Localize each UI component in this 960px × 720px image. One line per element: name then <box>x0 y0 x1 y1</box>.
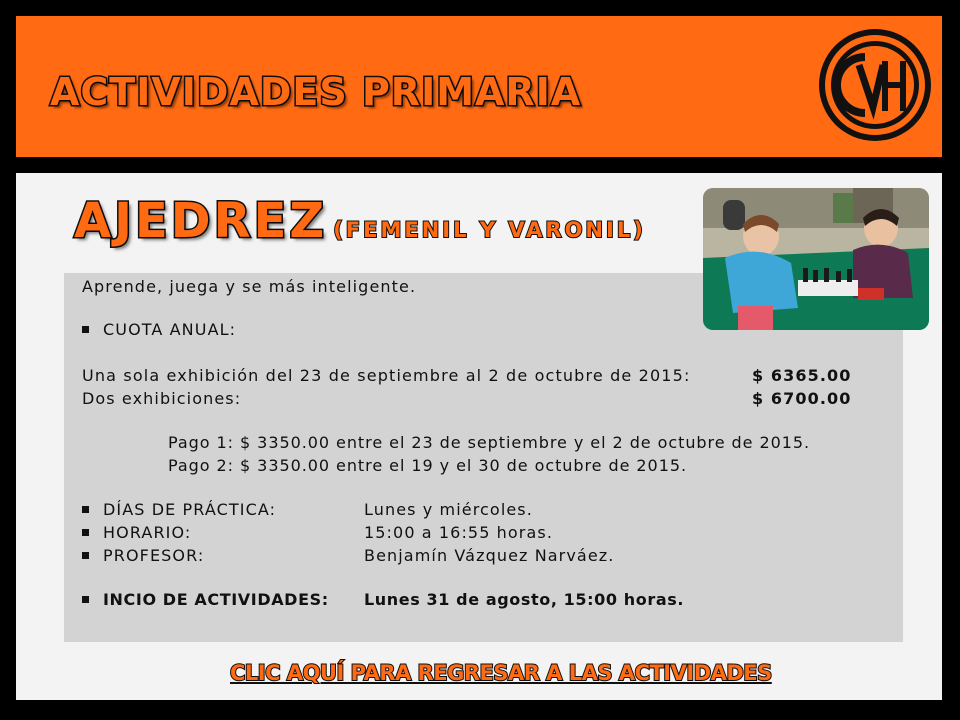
practice-days-label: DÍAS DE PRÁCTICA: <box>103 500 277 519</box>
teacher-label: PROFESOR: <box>103 546 205 565</box>
chess-photo <box>703 188 929 330</box>
two-payments-amount: $ 6700.00 <box>752 389 852 408</box>
intro-text: Aprende, juega y se más inteligente. <box>82 277 417 296</box>
start-value: Lunes 31 de agosto, 15:00 horas. <box>364 590 685 609</box>
start-label: INCIO DE ACTIVIDADES: <box>103 590 329 609</box>
schedule-value: 15:00 a 16:55 horas. <box>364 523 554 542</box>
cuota-label: CUOTA ANUAL: <box>103 320 237 339</box>
activity-name: AJEDREZ <box>74 193 328 249</box>
payment-1: Pago 1: $ 3350.00 entre el 23 de septiembre y el 2 de octubre de 2015. <box>168 433 811 452</box>
page-title: ACTIVIDADES PRIMARIA <box>50 70 582 114</box>
schedule-label: HORARIO: <box>103 523 192 542</box>
bullet-icon <box>82 596 89 603</box>
practice-days-value: Lunes y miércoles. <box>364 500 533 519</box>
bullet-icon <box>82 506 89 513</box>
bullet-icon <box>82 552 89 559</box>
activity-subtitle: (FEMENIL Y VARONIL) <box>333 218 646 242</box>
activity-title <box>74 193 646 249</box>
bullet-icon <box>82 529 89 536</box>
teacher-value: Benjamín Vázquez Narváez. <box>364 546 615 565</box>
single-payment-text: Una sola exhibición del 23 de septiembre al 2 de octubre de 2015: <box>82 366 691 385</box>
single-payment-amount: $ 6365.00 <box>752 366 852 385</box>
school-logo <box>817 27 933 143</box>
bullet-icon <box>82 326 89 333</box>
back-to-activities-link[interactable]: CLIC AQUÍ PARA REGRESAR A LAS ACTIVIDADES <box>230 661 772 685</box>
two-payments-text: Dos exhibiciones: <box>82 389 242 408</box>
payment-2: Pago 2: $ 3350.00 entre el 19 y el 30 de octubre de 2015. <box>168 456 687 475</box>
